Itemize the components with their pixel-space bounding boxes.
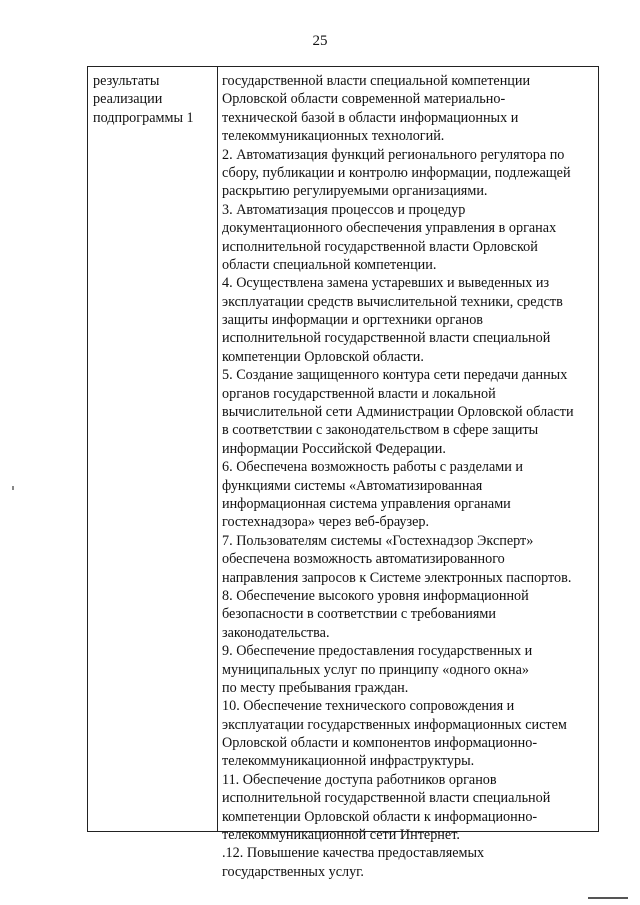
content-line: Орловской области современной материально- (222, 91, 506, 108)
content-line: 7. Пользователям системы «Гостехнадзор Эксперт» (222, 532, 534, 549)
content-line: вычислительной сети Администрации Орловской области (222, 404, 574, 421)
content-line: телекоммуникационной инфраструктуры. (222, 753, 475, 770)
content-line: 10. Обеспечение технического сопровождения и (222, 698, 515, 715)
content-line: эксплуатации государственных информационных систем (222, 716, 567, 733)
content-line: муниципальных услуг по принципу «одного окна» (222, 661, 529, 678)
content-line: функциями системы «Автоматизированная (222, 477, 483, 494)
page-number: 25 (312, 33, 328, 49)
content-line: государственной власти специальной компетенции (222, 73, 531, 89)
margin-mark (12, 486, 14, 490)
content-line: .12. Повышение качества предоставляемых (222, 845, 485, 862)
content-line: законодательства. (222, 624, 330, 641)
content-line: компетенции Орловской области. (222, 348, 424, 365)
label-line: подпрограммы 1 (93, 109, 194, 126)
column-divider (217, 67, 218, 831)
content-line: телекоммуникационных технологий. (222, 128, 445, 145)
content-line: 8. Обеспечение высокого уровня информационной (222, 587, 529, 604)
content-line: компетенции Орловской области к информационно- (222, 808, 538, 825)
content-line: документационного обеспечения управления в органах (222, 220, 557, 237)
content-line: органов государственной власти и локальной (222, 385, 496, 402)
content-line: информационная система управления органами (222, 495, 511, 512)
content-line: 2. Автоматизация функций регионального регулятора по (222, 146, 565, 163)
content-line: 11. Обеспечение доступа работников органов (222, 771, 497, 788)
content-line: 4. Осуществлена замена устаревших и выведенных из (222, 275, 550, 292)
content-line: 9. Обеспечение предоставления государственных и (222, 643, 533, 660)
content-line: направления запросов к Системе электронных паспортов. (222, 569, 572, 586)
content-line: 6. Обеспечена возможность работы с разделами и (222, 459, 523, 476)
content-line: 5. Создание защищенного контура сети передачи данных (222, 367, 568, 384)
scan-edge-mark (588, 897, 628, 899)
content-line: Орловской области и компонентов информационно- (222, 735, 538, 752)
content-line: телекоммуникационной сети Интернет. (222, 827, 460, 844)
label-line: реализации (93, 91, 163, 108)
label-line: результаты (93, 73, 160, 89)
label-cell (93, 72, 211, 127)
content-line: обеспечена возможность автоматизированного (222, 551, 505, 568)
content-line: государственных услуг. (222, 863, 364, 880)
content-line: по месту пребывания граждан. (222, 679, 409, 696)
content-line: эксплуатации средств вычислительной техники, средств (222, 293, 563, 310)
content-line: информации Российской Федерации. (222, 440, 446, 457)
content-cell (222, 72, 597, 881)
content-line: защиты информации и оргтехники органов (222, 312, 484, 329)
content-line: сбору, публикации и контролю информации, подлежащей (222, 164, 571, 181)
content-line: гостехнадзора» через веб-браузер. (222, 514, 430, 531)
content-line: технической базой в области информационных и (222, 109, 519, 126)
content-line: области специальной компетенции. (222, 256, 437, 273)
content-line: исполнительной государственной власти Орловской (222, 238, 538, 255)
content-line: исполнительной государственной власти специальной (222, 330, 551, 347)
content-line: исполнительной государственной власти специальной (222, 790, 551, 807)
content-line: в соответствии с законодательством в сфере защиты (222, 422, 539, 439)
content-line: раскрытию регулируемыми организациями. (222, 183, 488, 200)
document-table (87, 66, 599, 880)
content-line: безопасности в соответствии с требованиями (222, 606, 496, 623)
content-line: 3. Автоматизация процессов и процедур (222, 201, 466, 218)
